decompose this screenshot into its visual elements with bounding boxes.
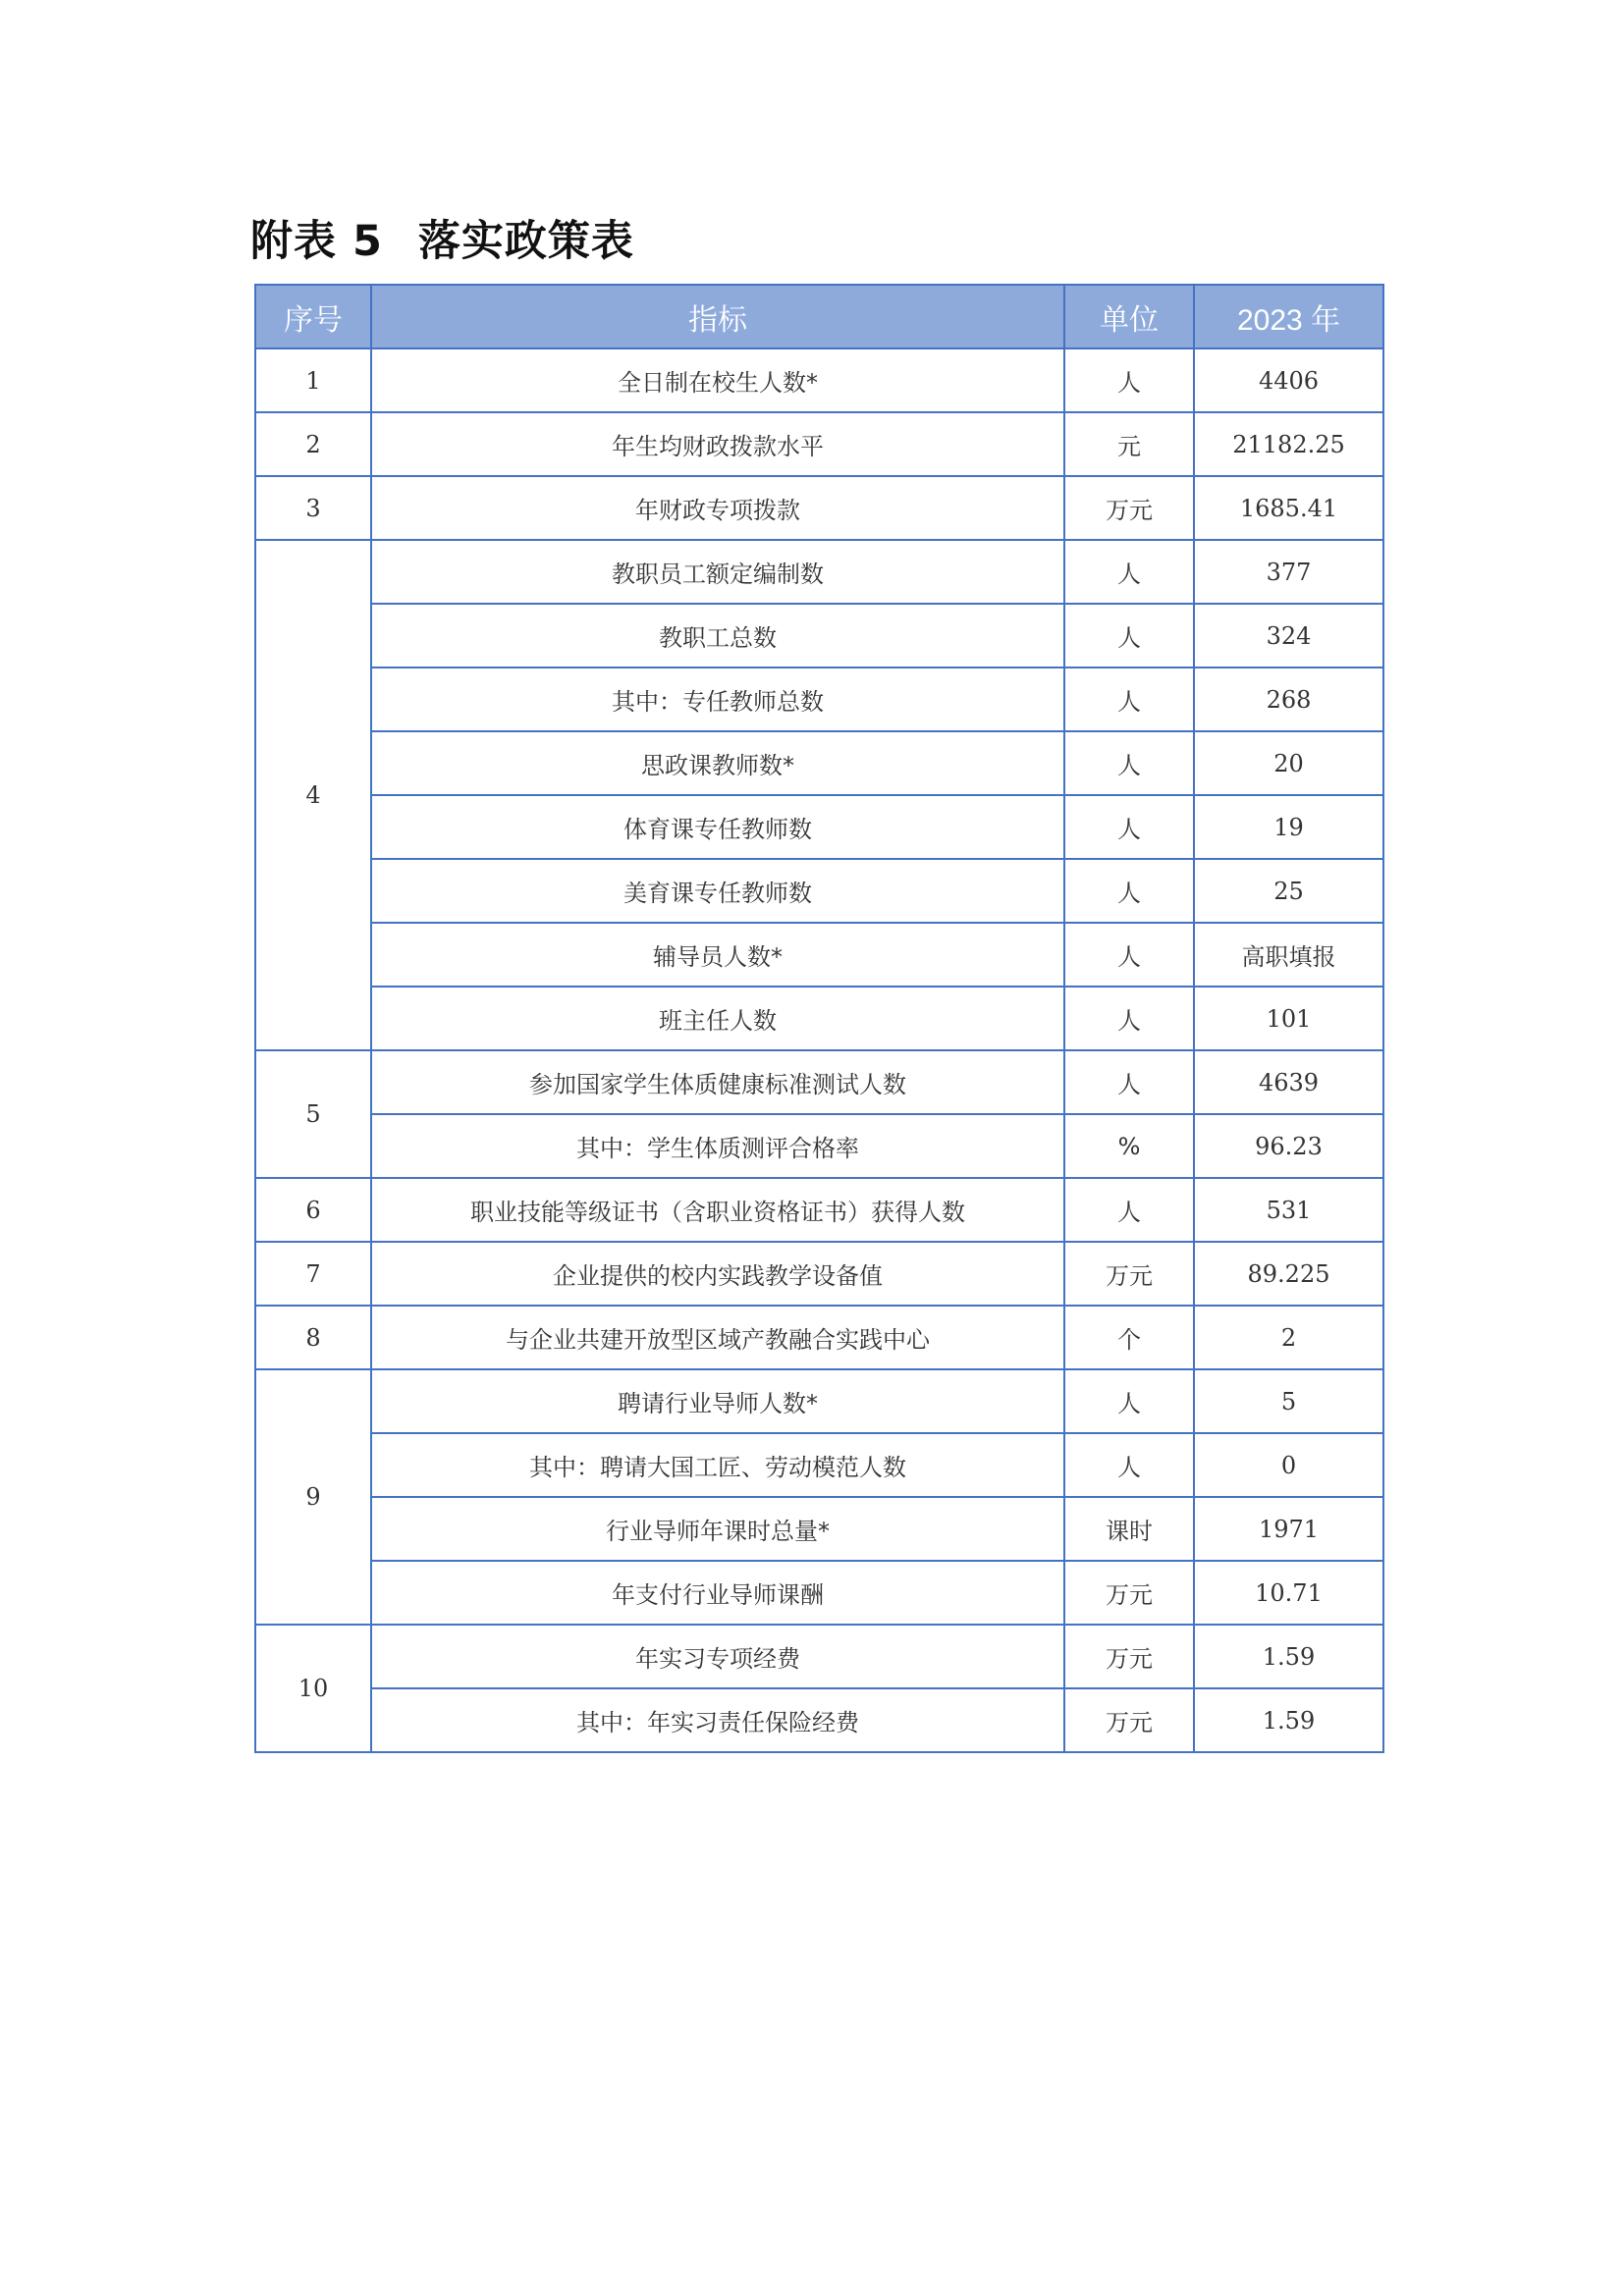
title-text: 落实政策表 — [417, 217, 634, 266]
header-year: 2023 年 — [1194, 285, 1383, 348]
table-row — [255, 1497, 1383, 1561]
row-unit: 人 — [1064, 348, 1194, 412]
row-indicator: 年支付行业导师课酬 — [371, 1561, 1064, 1625]
table-row — [255, 1688, 1383, 1752]
row-indicator: 年财政专项拨款 — [371, 476, 1064, 540]
table-row — [255, 667, 1383, 731]
row-value: 1.59 — [1194, 1625, 1383, 1688]
table-row — [255, 795, 1383, 859]
row-unit: 人 — [1064, 1050, 1194, 1114]
table-row — [255, 476, 1383, 540]
row-unit: 元 — [1064, 412, 1194, 476]
table-row — [255, 1561, 1383, 1625]
row-value: 89.225 — [1194, 1242, 1383, 1306]
row-indicator: 思政课教师数* — [371, 731, 1064, 795]
header-row — [255, 285, 1383, 348]
row-unit: 人 — [1064, 604, 1194, 667]
row-value: 1685.41 — [1194, 476, 1383, 540]
policy-table — [254, 284, 1384, 1753]
header-no: 序号 — [255, 285, 371, 348]
row-indicator: 其中：专任教师总数 — [371, 667, 1064, 731]
row-indicator: 企业提供的校内实践教学设备值 — [371, 1242, 1064, 1306]
row-value: 2 — [1194, 1306, 1383, 1369]
row-indicator: 班主任人数 — [371, 987, 1064, 1050]
row-value: 324 — [1194, 604, 1383, 667]
row-indicator: 其中：聘请大国工匠、劳动模范人数 — [371, 1433, 1064, 1497]
row-indicator: 辅导员人数* — [371, 923, 1064, 987]
row-indicator: 年生均财政拨款水平 — [371, 412, 1064, 476]
title-prefix: 附表 5 — [250, 217, 383, 266]
row-unit: 人 — [1064, 1369, 1194, 1433]
table-row — [255, 923, 1383, 987]
row-value: 96.23 — [1194, 1114, 1383, 1178]
table-row — [255, 1178, 1383, 1242]
row-unit: 人 — [1064, 923, 1194, 987]
row-indicator: 其中：学生体质测评合格率 — [371, 1114, 1064, 1178]
row-value: 5 — [1194, 1369, 1383, 1433]
row-value: 4639 — [1194, 1050, 1383, 1114]
row-value: 高职填报 — [1194, 923, 1383, 987]
row-unit: 人 — [1064, 1433, 1194, 1497]
header-unit: 单位 — [1064, 285, 1194, 348]
table-row — [255, 1433, 1383, 1497]
row-indicator: 教职员工额定编制数 — [371, 540, 1064, 604]
row-value: 10.71 — [1194, 1561, 1383, 1625]
row-unit: 万元 — [1064, 1688, 1194, 1752]
row-unit: % — [1064, 1114, 1194, 1178]
table-row — [255, 1242, 1383, 1306]
row-value: 1.59 — [1194, 1688, 1383, 1752]
row-indicator: 行业导师年课时总量* — [371, 1497, 1064, 1561]
row-indicator: 其中：年实习责任保险经费 — [371, 1688, 1064, 1752]
row-indicator: 全日制在校生人数* — [371, 348, 1064, 412]
table-row — [255, 1050, 1383, 1114]
table-row — [255, 604, 1383, 667]
row-unit: 课时 — [1064, 1497, 1194, 1561]
table-row — [255, 540, 1383, 604]
row-unit: 人 — [1064, 667, 1194, 731]
row-value: 377 — [1194, 540, 1383, 604]
row-unit: 人 — [1064, 540, 1194, 604]
row-unit: 万元 — [1064, 476, 1194, 540]
row-unit: 万元 — [1064, 1242, 1194, 1306]
row-no: 9 — [255, 1369, 371, 1625]
row-indicator: 美育课专任教师数 — [371, 859, 1064, 923]
row-value: 20 — [1194, 731, 1383, 795]
row-value: 21182.25 — [1194, 412, 1383, 476]
row-no: 8 — [255, 1306, 371, 1369]
table-row — [255, 1306, 1383, 1369]
header-indicator: 指标 — [371, 285, 1064, 348]
row-indicator: 与企业共建开放型区域产教融合实践中心 — [371, 1306, 1064, 1369]
page-title — [250, 208, 634, 268]
row-indicator: 职业技能等级证书（含职业资格证书）获得人数 — [371, 1178, 1064, 1242]
row-no: 5 — [255, 1050, 371, 1178]
row-value: 268 — [1194, 667, 1383, 731]
row-no: 10 — [255, 1625, 371, 1752]
row-value: 101 — [1194, 987, 1383, 1050]
row-no: 4 — [255, 540, 371, 1050]
row-no: 2 — [255, 412, 371, 476]
row-unit: 人 — [1064, 1178, 1194, 1242]
row-unit: 人 — [1064, 795, 1194, 859]
row-unit: 万元 — [1064, 1561, 1194, 1625]
table-row — [255, 348, 1383, 412]
table-row — [255, 731, 1383, 795]
table-row — [255, 1114, 1383, 1178]
row-value: 4406 — [1194, 348, 1383, 412]
row-indicator: 聘请行业导师人数* — [371, 1369, 1064, 1433]
row-unit: 人 — [1064, 731, 1194, 795]
row-indicator: 年实习专项经费 — [371, 1625, 1064, 1688]
table-row — [255, 987, 1383, 1050]
row-unit: 个 — [1064, 1306, 1194, 1369]
row-value: 19 — [1194, 795, 1383, 859]
row-indicator: 体育课专任教师数 — [371, 795, 1064, 859]
row-indicator: 参加国家学生体质健康标准测试人数 — [371, 1050, 1064, 1114]
table-row — [255, 859, 1383, 923]
row-value: 0 — [1194, 1433, 1383, 1497]
row-unit: 人 — [1064, 859, 1194, 923]
row-no: 6 — [255, 1178, 371, 1242]
row-unit: 人 — [1064, 987, 1194, 1050]
row-value: 531 — [1194, 1178, 1383, 1242]
table-row — [255, 1369, 1383, 1433]
row-value: 25 — [1194, 859, 1383, 923]
row-value: 1971 — [1194, 1497, 1383, 1561]
row-indicator: 教职工总数 — [371, 604, 1064, 667]
row-no: 7 — [255, 1242, 371, 1306]
table-row — [255, 1625, 1383, 1688]
row-unit: 万元 — [1064, 1625, 1194, 1688]
row-no: 1 — [255, 348, 371, 412]
row-no: 3 — [255, 476, 371, 540]
table-row — [255, 412, 1383, 476]
